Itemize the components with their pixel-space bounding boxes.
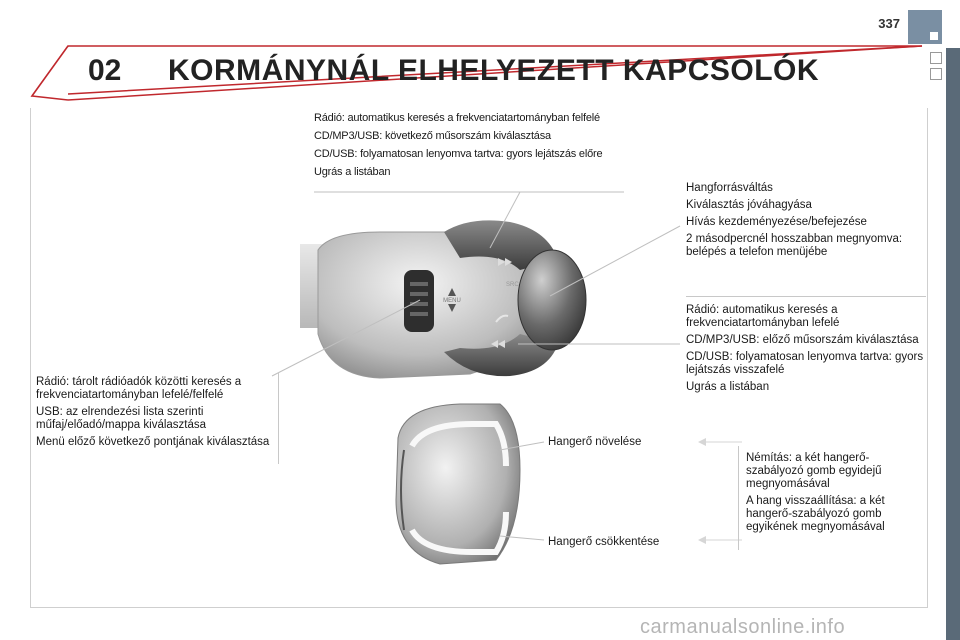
- callout-right-top: [686, 182, 906, 263]
- page-number: 337: [878, 16, 900, 31]
- callout-line: Kiválasztás jóváhagyása: [686, 199, 812, 211]
- callout-line: CD/USB: folyamatosan lenyomva tartva: gyors lejátszás visszafelé: [686, 351, 924, 376]
- callout-left: [36, 376, 272, 453]
- volume-control: [396, 404, 520, 564]
- callout-line: Ugrás a listában: [314, 166, 391, 178]
- callout-volume-up: Hangerő növelése: [548, 436, 642, 448]
- menu-label: MENU: [443, 298, 461, 304]
- callout-line: Rádió: automatikus keresés a frekvenciatartományban lefelé: [686, 304, 840, 329]
- chapter-number: 02: [88, 54, 122, 87]
- callout-mute: [746, 452, 926, 538]
- callout-line: Hangforrásváltás: [686, 182, 773, 194]
- src-label: SRC: [506, 282, 519, 288]
- mute-arrows: [698, 438, 742, 544]
- callout-volume-down: Hangerő csökkentése: [548, 536, 660, 548]
- callout-line: Menü előző következő pontjának kiválasztása: [36, 436, 270, 448]
- callout-line: CD/MP3/USB: előző műsorszám kiválasztása: [686, 334, 919, 346]
- callout-line: 2 másodpercnél hosszabban megnyomva: belépés a telefon menüjébe: [686, 233, 903, 258]
- callout-line: Rádió: automatikus keresés a frekvenciatartományban felfelé: [314, 112, 600, 124]
- right-divider: [686, 296, 926, 297]
- callout-line: USB: az elrendezési lista szerinti műfaj/előadó/mappa kiválasztása: [36, 406, 207, 431]
- callout-line: A hang visszaállítása: a két hangerő-szabályozó gomb egyikének megnyomásával: [746, 495, 885, 533]
- callout-line: Némítás: a két hangerő-szabályozó gomb egyidejű megnyomásával: [746, 452, 882, 490]
- left-divider: [278, 372, 279, 464]
- callout-line: CD/MP3/USB: következő műsorszám kiválasztása: [314, 130, 551, 142]
- callout-right-mid: [686, 304, 926, 398]
- page-title: KORMÁNYNÁL ELHELYEZETT KAPCSOLÓK: [168, 54, 820, 87]
- mute-divider: [738, 446, 739, 550]
- callout-line: Rádió: tárolt rádióadók közötti keresés a frekvenciatartományban lefelé/felfelé: [36, 376, 242, 401]
- callout-line: Ugrás a listában: [686, 381, 770, 393]
- watermark: carmanualsonline.info: [640, 616, 846, 638]
- callout-top: [314, 112, 634, 184]
- callout-line: CD/USB: folyamatosan lenyomva tartva: gyors lejátszás előre: [314, 148, 603, 160]
- callout-line: Hívás kezdeményezése/befejezése: [686, 216, 867, 228]
